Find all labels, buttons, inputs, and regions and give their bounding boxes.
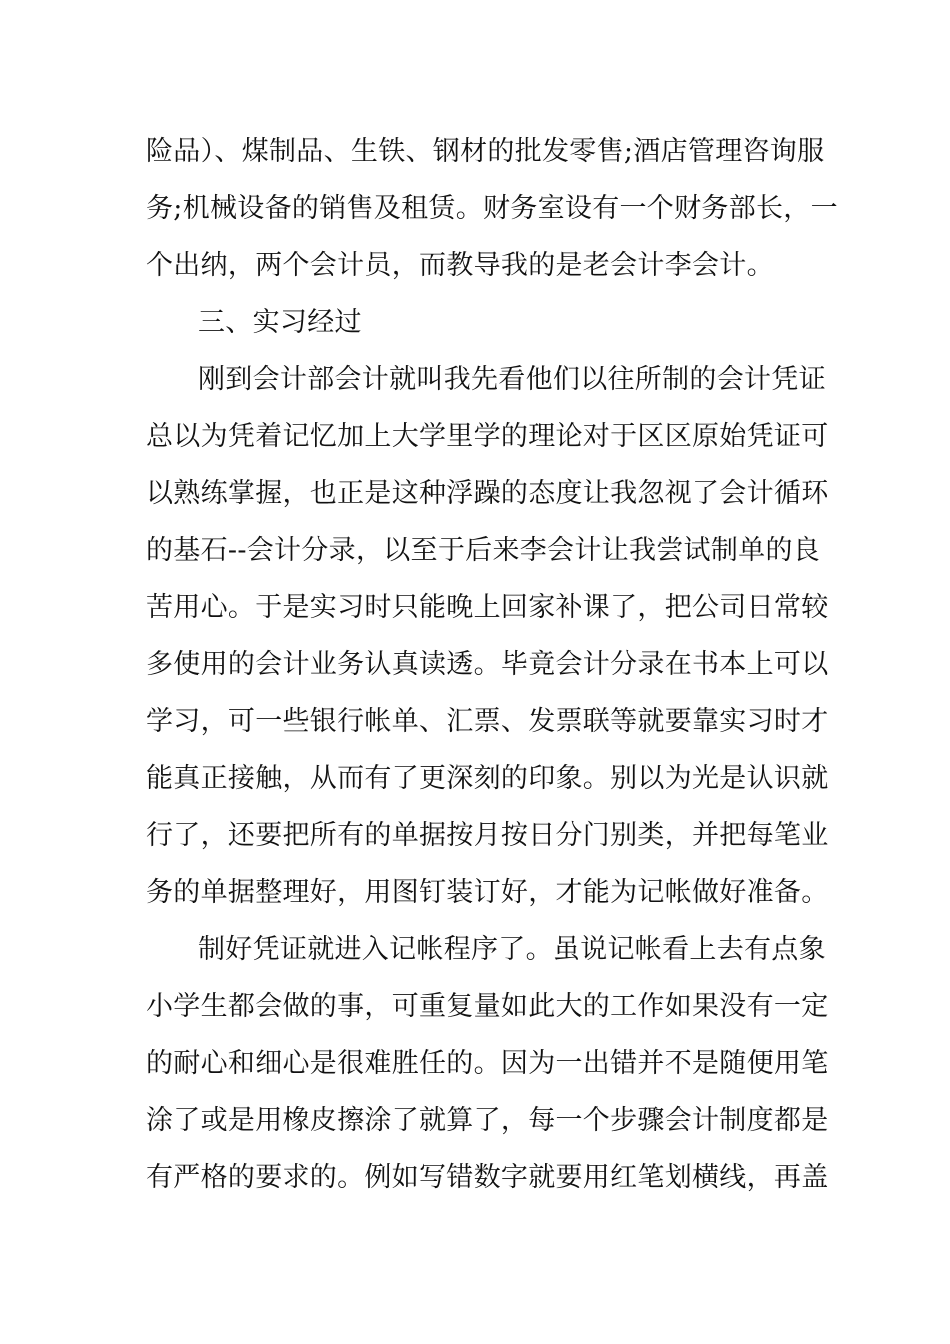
text-line-11: 学习，可一些银行帐单、汇票、发票联等就要靠实习时才 <box>146 706 829 737</box>
text-line-8: 的基石--会计分录，以至于后来李会计让我尝试制单的良 <box>146 535 821 566</box>
text-line-12: 能真正接触，从而有了更深刻的印象。别以为光是认识就 <box>146 763 829 794</box>
text-line-17: 的耐心和细心是很难胜任的。因为一出错并不是随便用笔 <box>146 1048 829 1079</box>
text-line-19: 有严格的要求的。例如写错数字就要用红笔划横线，再盖 <box>146 1162 829 1193</box>
text-line-15: 制好凭证就进入记帐程序了。虽说记帐看上去有点象 <box>198 934 826 965</box>
section-heading: 三、实习经过 <box>198 307 362 338</box>
text-line-9: 苦用心。于是实习时只能晚上回家补课了，把公司日常较 <box>146 592 829 623</box>
text-line-18: 涂了或是用橡皮擦涂了就算了，每一个步骤会计制度都是 <box>146 1105 829 1136</box>
text-line-13: 行了，还要把所有的单据按月按日分门别类，并把每笔业 <box>146 820 829 851</box>
text-line-10: 多使用的会计业务认真读透。毕竟会计分录在书本上可以 <box>146 649 829 680</box>
text-line-6: 总以为凭着记忆加上大学里学的理论对于区区原始凭证可 <box>146 421 829 452</box>
text-line-14: 务的单据整理好，用图钉装订好，才能为记帐做好准备。 <box>146 877 829 908</box>
text-line-16: 小学生都会做的事，可重复量如此大的工作如果没有一定 <box>146 991 829 1022</box>
text-line-2: 务;机械设备的销售及租赁。财务室设有一个财务部长，一 <box>146 193 838 224</box>
text-line-3: 个出纳，两个会计员，而教导我的是老会计李会计。 <box>146 250 774 281</box>
text-line-5: 刚到会计部会计就叫我先看他们以往所制的会计凭证 <box>198 364 826 395</box>
text-line-1: 险品）、煤制品、生铁、钢材的批发零售;酒店管理咨询服 <box>146 136 825 167</box>
text-line-7: 以熟练掌握，也正是这种浮躁的态度让我忽视了会计循环 <box>146 478 829 509</box>
